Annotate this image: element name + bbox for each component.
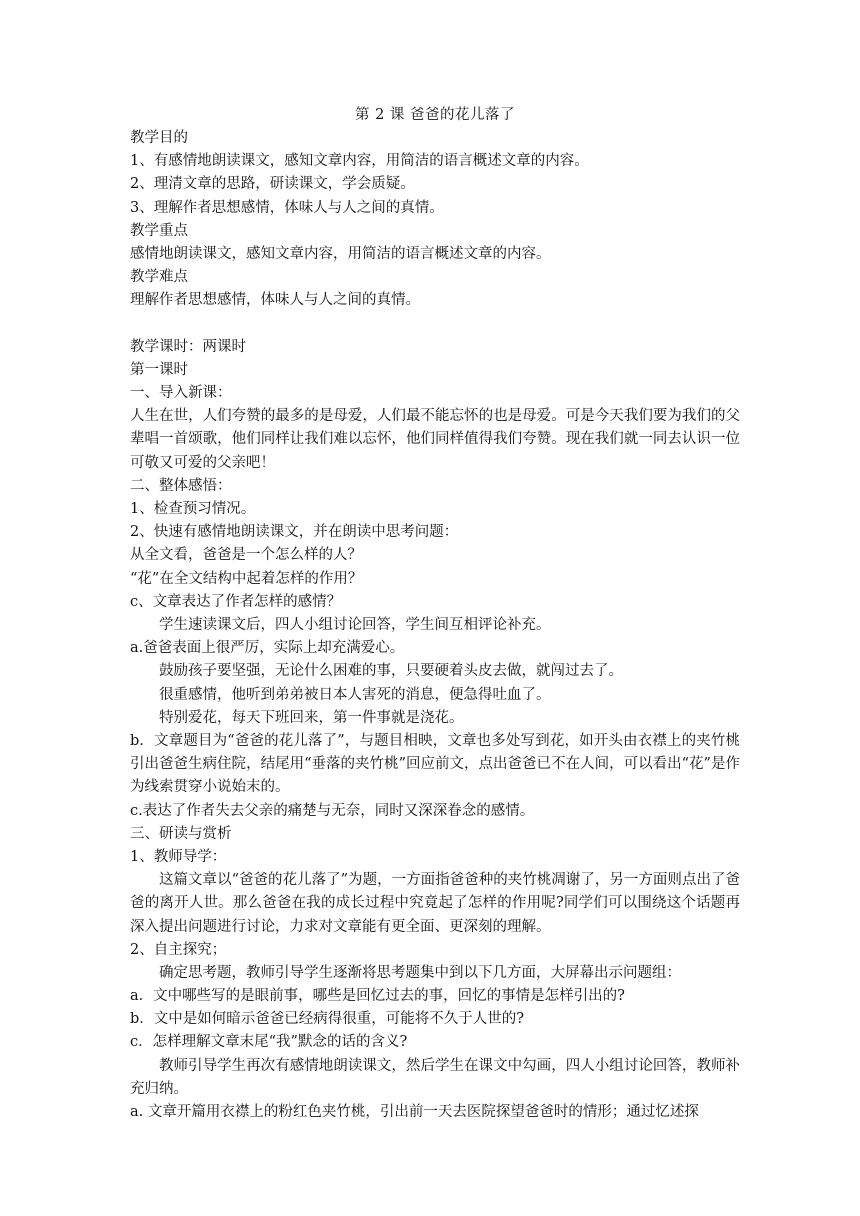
- text-line: 理解作者思想感情，体味人与人之间的真情。: [130, 292, 420, 309]
- blank-line: [130, 313, 740, 336]
- text-line: 一、导入新课：: [130, 385, 232, 402]
- text-line: 教学重点: [130, 222, 188, 239]
- text-line: 第一课时: [130, 361, 188, 378]
- text-line: a．文中哪些写的是眼前事，哪些是回忆过去的事，回忆的事情是怎样引出的?: [130, 988, 625, 1005]
- text-line: 鼓励孩子要坚强，无论什么困难的事，只要硬着头皮去做，就闯过去了。: [159, 663, 623, 680]
- lesson-title: 第 2 课 爸爸的花儿落了: [354, 107, 516, 123]
- text-line: 感情地朗读课文，感知文章内容，用简洁的语言概述文章的内容。: [130, 245, 551, 262]
- text-line: 2、自主探究；: [130, 941, 227, 958]
- text-paragraph: 这篇文章以“爸爸的花儿落了”为题，一方面指爸爸种的夹竹桃凋谢了，另一方面则点出了爸爸的离开人世。那么爸爸在我的成长过程中究竟起了怎样的作用呢?同学们可以围绕这个话题再深入提出问题进行讨论，力求对文章能有更全面、更深刻的理解。: [130, 872, 740, 935]
- text-line: 三、研读与赏析: [130, 825, 232, 842]
- text-line: 特别爱花，每天下班回来，第一件事就是浇花。: [159, 709, 464, 726]
- text-line: 教学课时：两课时: [130, 338, 246, 355]
- text-line: 从全文看，爸爸是一个怎么样的人？: [130, 547, 362, 564]
- text-line: c、文章表达了作者怎样的感情？: [130, 593, 342, 610]
- text-line: 确定思考题，教师引导学生逐渐将思考题集中到以下几方面，大屏幕出示问题组：: [159, 964, 681, 981]
- text-line: 2、快速有感情地朗读课文，并在朗读中思考问题：: [130, 524, 459, 541]
- text-paragraph: 教师引导学生再次有感情地朗读课文，然后学生在课文中勾画，四人小组讨论回答，教师补充归纳。: [130, 1057, 740, 1097]
- text-line: c．怎样理解文章末尾“我”默念的话的含义?: [130, 1034, 408, 1051]
- text-line: 1、有感情地朗读课文，感知文章内容，用简洁的语言概述文章的内容。: [130, 153, 589, 170]
- document-body: [130, 127, 740, 1124]
- text-line: 1、检查预习情况。: [130, 501, 256, 518]
- text-line: “花”在全文结构中起着怎样的作用？: [130, 570, 363, 587]
- text-paragraph: b．文章题目为“爸爸的花儿落了”，与题目相映，文章也多处写到花，如开头由衣襟上的夹竹桃引出爸爸生病住院，结尾用“垂落的夹竹桃”回应前文，点出爸爸已不在人间，可以看出“花”是作为线索贯穿小说始末的。: [130, 732, 740, 796]
- text-line: c.表达了作者失去父亲的痛楚与无奈，同时又深深眷念的感情。: [130, 802, 535, 819]
- text-line: 二、整体感悟：: [130, 477, 232, 494]
- text-line: 2、理清文章的思路，研读课文，学会质疑。: [130, 176, 415, 193]
- text-line: 教学难点: [130, 269, 188, 286]
- text-line: 3、理解作者思想感情，体味人与人之间的真情。: [130, 199, 444, 216]
- text-line: a.爸爸表面上很严厉，实际上却充满爱心。: [130, 640, 405, 657]
- text-line: 很重感情，他听到弟弟被日本人害死的消息，便急得吐血了。: [159, 686, 551, 703]
- text-line: b．文中是如何暗示爸爸已经病得很重，可能将不久于人世的?: [130, 1011, 525, 1028]
- text-paragraph: 人生在世，人们夸赞的最多的是母爱，人们最不能忘怀的也是母爱。可是今天我们要为我们的父辈唱一首颂歌，他们同样让我们难以忘怀，他们同样值得我们夸赞。现在我们就一同去认识一位可敬又可爱的父亲吧！: [130, 408, 740, 471]
- text-line: a. 文章开篇用衣襟上的粉红色夹竹桃，引出前一天去医院探望爸爸时的情形；通过忆述探: [130, 1104, 699, 1121]
- text-line: 教学目的: [130, 130, 188, 146]
- document-page: [130, 103, 740, 1124]
- text-line: 学生速读课文后，四人小组讨论回答，学生间互相评论补充。: [159, 616, 551, 633]
- text-line: 1、教师导学：: [130, 848, 227, 865]
